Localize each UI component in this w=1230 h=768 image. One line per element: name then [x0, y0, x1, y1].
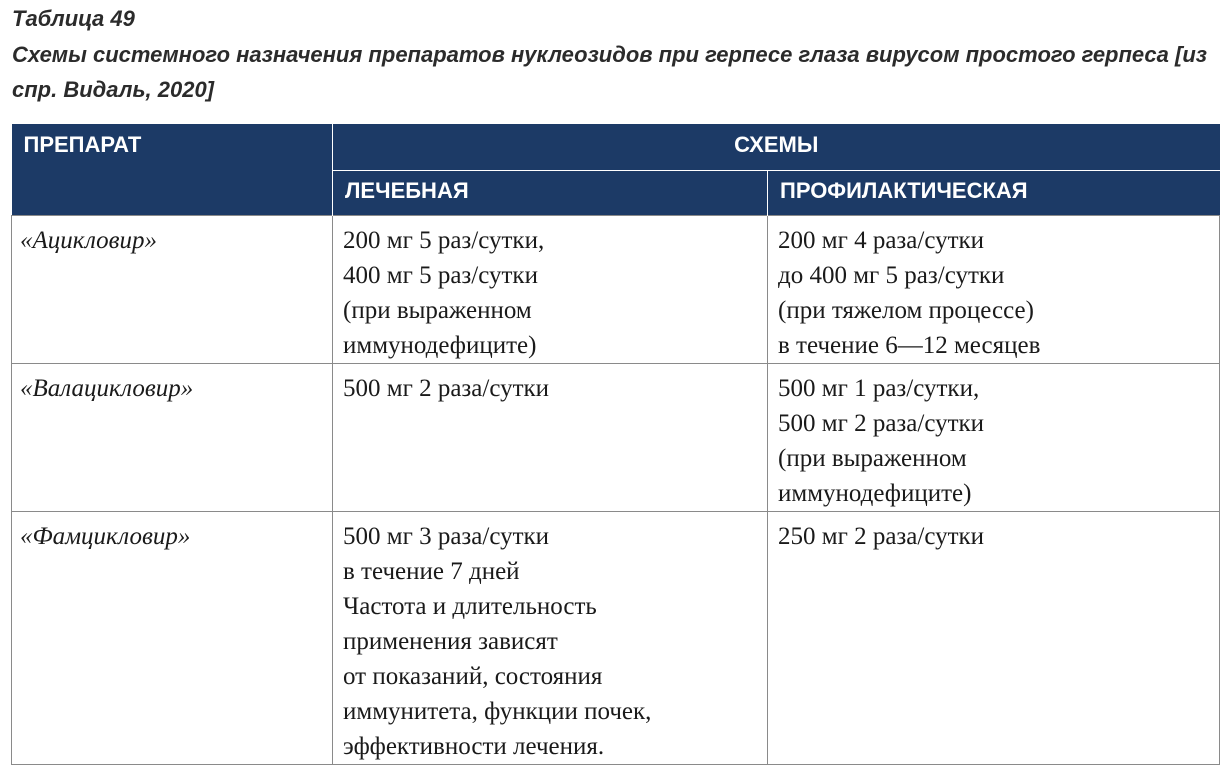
table-number: Таблица 49	[12, 6, 135, 31]
cell-line: до 400 мг 5 раз/сутки	[778, 261, 1005, 289]
cell-line: (при тяжелом процессе)	[778, 296, 1034, 324]
cell-line: иммунитета, функции почек,	[343, 697, 652, 725]
drug-name: «Фамцикловир»	[12, 511, 333, 764]
cell-line: от показаний, состояния	[343, 662, 603, 690]
table-row	[12, 363, 1220, 511]
cell-line: 200 мг 5 раз/сутки,	[343, 226, 545, 254]
cell-line: 500 мг 3 раза/сутки	[343, 522, 550, 550]
cell-line: 400 мг 5 раз/сутки	[343, 261, 538, 289]
header-prophylactic: ПРОФИЛАКТИЧЕСКАЯ	[768, 170, 1220, 215]
cell-line: (при выраженном	[778, 444, 967, 472]
cell-line: (при выраженном	[343, 296, 532, 324]
table-title: Схемы системного назначения препаратов нуклеозидов при герпесе глаза вирусом простого герпеса [из спр. Видаль, 2020]	[12, 42, 1208, 102]
table-row	[12, 511, 1220, 764]
cell-line: иммунодефиците)	[778, 479, 972, 507]
cell-line: иммунодефиците)	[343, 331, 537, 359]
drug-name: «Ацикловир»	[12, 215, 333, 363]
prophylactic-cell	[768, 511, 1220, 764]
cell-line: 500 мг 2 раза/сутки	[778, 409, 985, 437]
cell-line: эффективности лечения.	[343, 732, 605, 760]
table-row	[12, 215, 1220, 363]
cell-line: Частота и длительность	[343, 592, 597, 620]
table-caption	[12, 4, 1222, 107]
prophylactic-cell	[768, 363, 1220, 511]
cell-line: в течение 7 дней	[343, 557, 520, 585]
header-drug: ПРЕПАРАТ	[12, 124, 333, 215]
treatment-cell	[333, 511, 768, 764]
header-treatment: ЛЕЧЕБНАЯ	[333, 170, 768, 215]
treatment-cell	[333, 215, 768, 363]
cell-line: применения зависят	[343, 627, 558, 655]
drug-name: «Валацикловир»	[12, 363, 333, 511]
cell-line: в течение 6—12 месяцев	[778, 331, 1041, 359]
cell-line: 250 мг 2 раза/сутки	[778, 522, 985, 550]
cell-line: 200 мг 4 раза/сутки	[778, 226, 985, 254]
header-schemes: СХЕМЫ	[333, 124, 1220, 170]
cell-line: 500 мг 2 раза/сутки	[343, 374, 550, 402]
cell-line: 500 мг 1 раз/сутки,	[778, 374, 980, 402]
prophylactic-cell	[768, 215, 1220, 363]
dosing-table	[11, 124, 1220, 765]
treatment-cell	[333, 363, 768, 511]
